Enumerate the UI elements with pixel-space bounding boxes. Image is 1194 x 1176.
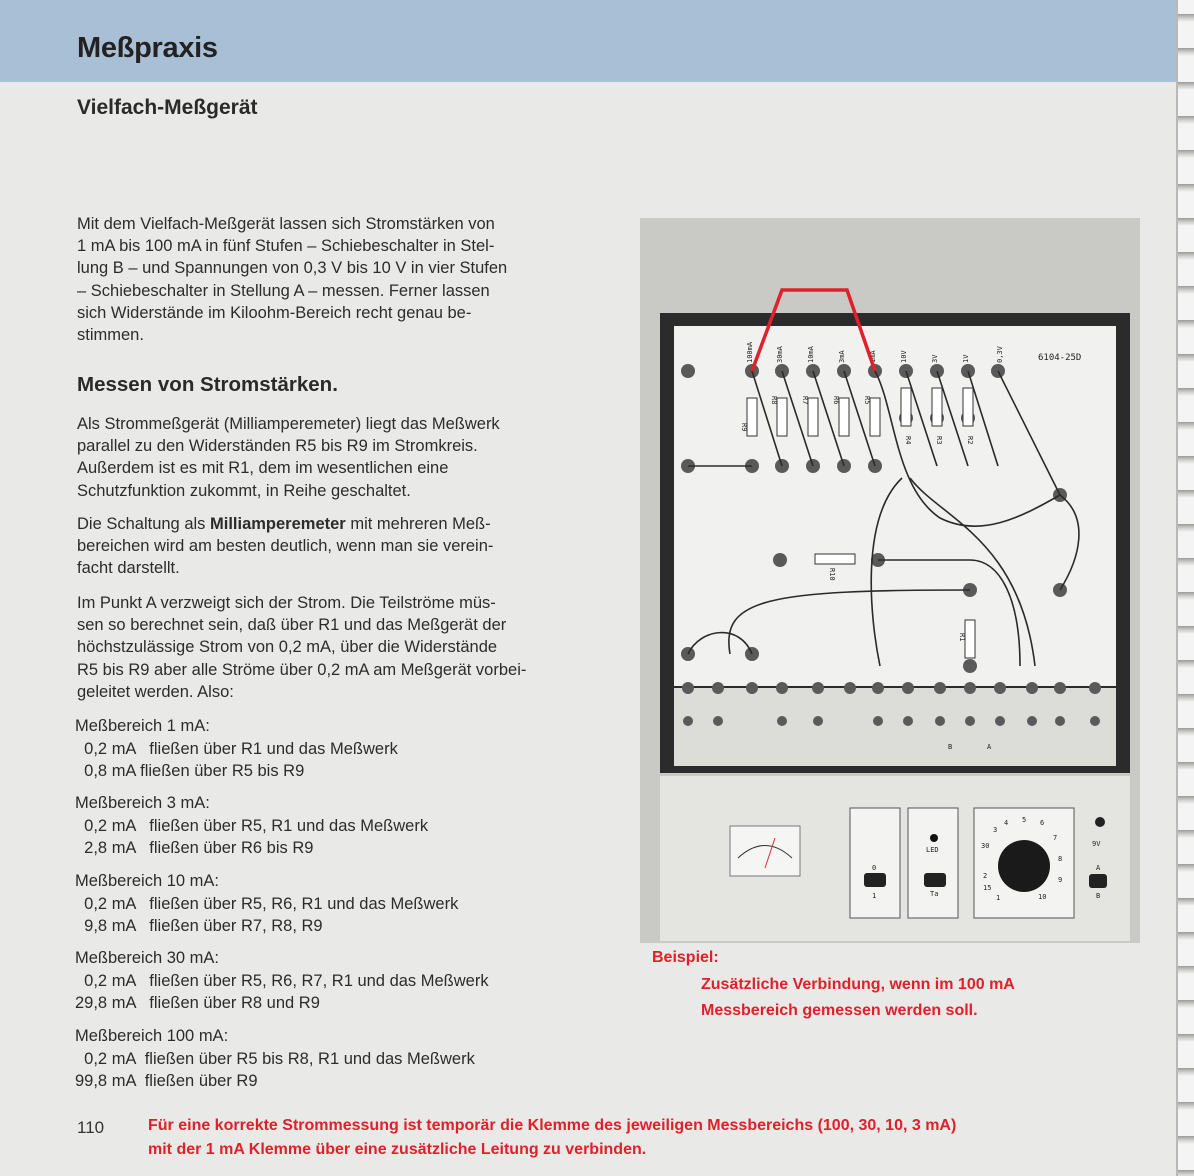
example-line: Messbereich gemessen werden soll. <box>701 1002 978 1019</box>
intro-line: lung B – und Spannungen von 0,3 V bis 10 V in vier Stufen <box>77 259 508 278</box>
board-id-label: 6104-25D <box>1038 353 1082 363</box>
dial-number: 30 <box>981 842 990 850</box>
intro-line: – Schiebeschalter in Stellung A – messen. Ferner lassen <box>77 281 490 300</box>
slide-switch <box>864 873 886 887</box>
para1-line: Außerdem ist es mit R1, dem im wesentlichen eine <box>77 459 449 478</box>
para3-line: R5 bis R9 aber alle Ströme über 0,2 mA am Meßgerät vorbei- <box>77 660 527 679</box>
para3-line: sen so berechnet sein, daß über R1 und das Meßgerät der <box>77 616 507 635</box>
range-title: Meßbereich 1 mA: <box>75 717 210 735</box>
panel-label: 9V <box>1092 840 1101 848</box>
intro-line: 1 mA bis 100 mA in fünf Stufen – Schiebeschalter in Stel- <box>77 237 495 256</box>
terminal-label: 100mA <box>746 341 754 363</box>
range-line: 99,8 mA fließen über R9 <box>75 1072 258 1090</box>
resistor-label: R5 <box>863 396 871 405</box>
para3-line: geleitet werden. Also: <box>77 682 234 701</box>
dial-number: 5 <box>1022 816 1027 824</box>
dial-number: 10 <box>1038 893 1047 901</box>
range-title: Meßbereich 100 mA: <box>75 1027 229 1045</box>
para3-line: Im Punkt A verzweigt sich der Strom. Die Teilströme müs- <box>77 594 496 612</box>
range-100ma <box>75 1025 585 1093</box>
para1-line: parallel zu den Widerständen R5 bis R9 im Stromkreis. <box>77 437 478 456</box>
resistor-label: R10 <box>828 568 836 581</box>
dial-number: 6 <box>1040 819 1045 827</box>
terminal-label: 10V <box>900 350 908 363</box>
range-line: 0,2 mA fließen über R5, R6, R1 und das Meßwerk <box>75 894 459 913</box>
switch-panel <box>850 808 900 918</box>
note-line: Für eine korrekte Strommessung ist temporär die Klemme des jeweiligen Messbereichs (100, 30, 10, 3 mA) <box>148 1117 957 1134</box>
intro-line: Mit dem Vielfach-Meßgerät lassen sich Stromstärken von <box>77 215 495 233</box>
para1-line: Als Strommeßgerät (Milliamperemeter) liegt das Meßwerk <box>77 415 500 433</box>
section-title: Meßpraxis <box>77 32 218 64</box>
range-1ma <box>75 715 585 783</box>
resistor-label: R7 <box>801 396 809 405</box>
terminal-label: 30mA <box>776 346 784 363</box>
paragraph-3 <box>77 592 577 703</box>
range-title: Meßbereich 3 mA: <box>75 794 210 812</box>
range-title: Meßbereich 30 mA: <box>75 949 219 967</box>
para2-bold: Milliamperemeter <box>210 515 346 533</box>
range-line: 29,8 mA fließen über R8 und R9 <box>75 994 320 1012</box>
power-socket <box>1095 817 1105 827</box>
range-line: 0,2 mA fließen über R1 und das Meßwerk <box>75 739 398 758</box>
range-line: 0,8 mA fließen über R5 bis R9 <box>75 762 305 780</box>
intro-line: sich Widerstände im Kiloohm-Bereich recht genau be- <box>77 303 472 322</box>
mode-switch <box>1089 874 1107 888</box>
meter <box>730 826 800 876</box>
resistor-label: R4 <box>904 436 912 445</box>
board-bottom-strip <box>674 688 1116 766</box>
page-number: 110 <box>77 1118 105 1137</box>
correction-note <box>148 1114 1148 1162</box>
dial-number: 3 <box>993 826 998 834</box>
para2-line: bereichen wird am besten deutlich, wenn man sie verein- <box>77 537 494 556</box>
range-30ma <box>75 947 585 1015</box>
resistor-label: R1 <box>958 633 966 642</box>
dial-number: 1 <box>996 894 1001 902</box>
panel-label: Ta <box>930 890 939 898</box>
terminal-label: 3mA <box>838 350 846 363</box>
led-panel <box>908 808 958 918</box>
terminal-label: 1V <box>962 354 970 363</box>
rotary-knob <box>998 840 1050 892</box>
range-line: 0,2 mA fließen über R5, R1 und das Meßwerk <box>75 816 429 835</box>
dial-number: 8 <box>1058 855 1063 863</box>
resistor-label: R9 <box>740 423 748 432</box>
dial-number: 7 <box>1053 834 1058 842</box>
subtitle: Vielfach-Meßgerät <box>77 96 258 119</box>
panel-label: B <box>1096 892 1101 900</box>
terminal-label: 10mA <box>807 346 815 363</box>
terminal-label: 1mA <box>869 350 877 363</box>
para2-line <box>77 513 577 535</box>
board-photo <box>640 218 1140 943</box>
led <box>930 834 938 842</box>
range-10ma <box>75 870 585 938</box>
resistor-label: R6 <box>832 396 840 405</box>
dial-number: 15 <box>983 884 992 892</box>
resistor-label: R2 <box>966 436 974 445</box>
example-label: Beispiel: <box>652 949 719 966</box>
paragraph-2 <box>77 513 577 580</box>
board-face <box>674 326 1116 686</box>
example-line: Zusätzliche Verbindung, wenn im 100 mA <box>701 976 1015 993</box>
range-line: 0,2 mA fließen über R5 bis R8, R1 und das Meßwerk <box>75 1049 475 1068</box>
para2-after: mit mehreren Meß- <box>345 515 491 533</box>
terminal-label: 3V <box>931 354 939 363</box>
panel-label: 1 <box>872 892 877 900</box>
para2-line: facht darstellt. <box>77 559 180 578</box>
resistor-label: R3 <box>935 436 943 445</box>
panel-label: 0 <box>872 864 877 872</box>
range-title: Meßbereich 10 mA: <box>75 872 219 890</box>
switch-label: A <box>987 743 992 751</box>
para2-before: Die Schaltung als <box>77 515 210 533</box>
intro-line: stimmen. <box>77 326 144 345</box>
para1-line: Schutzfunktion zukommt, in Reihe geschaltet. <box>77 481 411 500</box>
note-line: mit der 1 mA Klemme über eine zusätzliche Leitung zu verbinden. <box>148 1141 647 1158</box>
switch-label: B <box>948 743 953 751</box>
range-line: 2,8 mA fließen über R6 bis R9 <box>75 839 314 857</box>
dial-number: 2 <box>983 872 988 880</box>
paragraph-1 <box>77 413 577 502</box>
range-line: 0,2 mA fließen über R5, R6, R7, R1 und das Meßwerk <box>75 971 489 990</box>
push-button <box>924 873 946 887</box>
intro-paragraph <box>77 213 577 346</box>
resistor-label: R8 <box>770 396 778 405</box>
panel-label: A <box>1096 864 1101 872</box>
heading-current: Messen von Stromstärken. <box>77 373 338 396</box>
range-line: 9,8 mA fließen über R7, R8, R9 <box>75 917 323 935</box>
dial-number: 9 <box>1058 876 1063 884</box>
range-3ma <box>75 792 585 860</box>
para3-line: höchstzulässige Strom von 0,2 mA, über die Widerstände <box>77 638 498 657</box>
spiral-binding <box>1178 0 1194 1176</box>
panel-label: LED <box>926 846 939 854</box>
dial-number: 4 <box>1004 819 1009 827</box>
example-text <box>701 972 1121 1024</box>
terminal-label: 0,3V <box>996 346 1004 363</box>
